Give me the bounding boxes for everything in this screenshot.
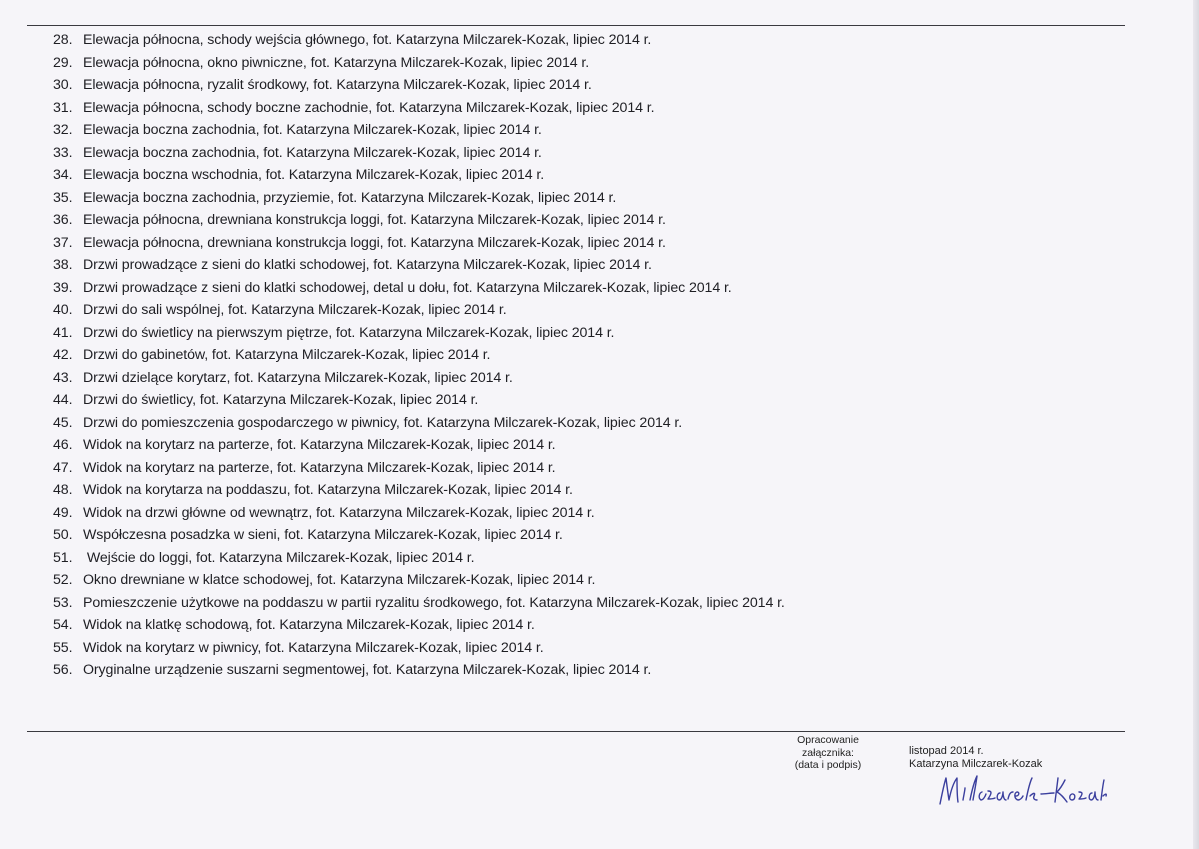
footer-label bbox=[778, 734, 878, 772]
list-item bbox=[53, 389, 1113, 412]
list-item-text: Drzwi do świetlicy na pierwszym piętrze, fot. Katarzyna Milczarek-Kozak, lipiec 2014 r. bbox=[83, 324, 615, 341]
list-item-number: 43. bbox=[53, 369, 73, 386]
list-item-number: 48. bbox=[53, 482, 73, 498]
list-item bbox=[53, 434, 1113, 457]
list-item-text: Pomieszczenie użytkowe na poddaszu w partii ryzalitu środkowego, fot. Katarzyna Milczarek-Kozak, lipiec 2014 r. bbox=[83, 594, 785, 611]
top-rule bbox=[27, 25, 1125, 26]
list-item bbox=[53, 232, 1113, 255]
list-item-number: 46. bbox=[53, 437, 73, 453]
list-item-text: Wejście do loggi, fot. Katarzyna Milczarek-Kozak, lipiec 2014 r. bbox=[83, 549, 475, 566]
list-item bbox=[53, 29, 1113, 52]
list-item-text: Widok na korytarz na parterze, fot. Katarzyna Milczarek-Kozak, lipiec 2014 r. bbox=[83, 459, 556, 476]
list-item-text: Elewacja północna, ryzalit środkowy, fot. Katarzyna Milczarek-Kozak, lipiec 2014 r. bbox=[83, 77, 592, 93]
list-item bbox=[53, 412, 1113, 435]
list-item-text: Widok na drzwi główne od wewnątrz, fot. Katarzyna Milczarek-Kozak, lipiec 2014 r. bbox=[83, 504, 595, 521]
list-item-text: Drzwi do pomieszczenia gospodarczego w piwnicy, fot. Katarzyna Milczarek-Kozak, lipiec 2014 r. bbox=[83, 414, 683, 431]
list-item bbox=[53, 457, 1113, 480]
list-item bbox=[53, 164, 1113, 187]
list-item bbox=[53, 367, 1113, 390]
list-item bbox=[53, 277, 1113, 300]
list-item-number: 34. bbox=[53, 167, 73, 183]
list-item-number: 29. bbox=[53, 54, 73, 71]
list-item bbox=[53, 52, 1113, 75]
list-item bbox=[53, 254, 1113, 277]
list-item-text: Drzwi do gabinetów, fot. Katarzyna Milczarek-Kozak, lipiec 2014 r. bbox=[83, 347, 491, 363]
list-item-text: Widok na korytarz na parterze, fot. Katarzyna Milczarek-Kozak, lipiec 2014 r. bbox=[83, 437, 556, 453]
list-item-number: 55. bbox=[53, 639, 73, 656]
list-item-number: 38. bbox=[53, 257, 73, 273]
bottom-rule bbox=[27, 731, 1125, 732]
list-item-text: Elewacja północna, drewniana konstrukcja loggi, fot. Katarzyna Milczarek-Kozak, lipiec 2014 r. bbox=[83, 212, 666, 228]
list-item-number: 42. bbox=[53, 347, 73, 363]
list-item-text: Elewacja północna, okno piwniczne, fot. Katarzyna Milczarek-Kozak, lipiec 2014 r. bbox=[83, 54, 590, 71]
list-item-number: 51. bbox=[53, 549, 73, 566]
list-item-text: Drzwi prowadzące z sieni do klatki schodowej, fot. Katarzyna Milczarek-Kozak, lipiec 2014 r. bbox=[83, 257, 652, 273]
list-item-number: 56. bbox=[53, 662, 73, 678]
list-item-text: Widok na korytarz w piwnicy, fot. Katarzyna Milczarek-Kozak, lipiec 2014 r. bbox=[83, 639, 544, 656]
list-item-text: Elewacja północna, schody boczne zachodnie, fot. Katarzyna Milczarek-Kozak, lipiec 2014 r. bbox=[83, 99, 655, 116]
list-item bbox=[53, 344, 1113, 367]
list-item-number: 53. bbox=[53, 594, 73, 611]
list-item-text: Widok na klatkę schodową, fot. Katarzyna Milczarek-Kozak, lipiec 2014 r. bbox=[83, 617, 535, 633]
list-item-text: Elewacja boczna zachodnia, fot. Katarzyna Milczarek-Kozak, lipiec 2014 r. bbox=[83, 144, 542, 161]
list-item bbox=[53, 209, 1113, 232]
list-item bbox=[53, 97, 1113, 120]
paper-edge bbox=[1193, 0, 1199, 849]
list-item bbox=[53, 614, 1113, 637]
list-item-number: 40. bbox=[53, 302, 73, 318]
footer-label-line1: Opracowanie bbox=[797, 734, 859, 746]
list-item bbox=[53, 119, 1113, 142]
list-item-number: 28. bbox=[53, 32, 73, 48]
list-item-number: 50. bbox=[53, 527, 73, 543]
list-item-number: 33. bbox=[53, 144, 73, 161]
list-item-text: Współczesna posadzka w sieni, fot. Katarzyna Milczarek-Kozak, lipiec 2014 r. bbox=[83, 527, 563, 543]
list-item bbox=[53, 592, 1113, 615]
list-item-text: Elewacja północna, drewniana konstrukcja loggi, fot. Katarzyna Milczarek-Kozak, lipiec 2014 r. bbox=[83, 234, 666, 251]
list-item-number: 35. bbox=[53, 189, 73, 206]
footer-label-line2: załącznika: bbox=[802, 746, 854, 759]
list-item-text: Widok na korytarza na poddaszu, fot. Katarzyna Milczarek-Kozak, lipiec 2014 r. bbox=[83, 482, 573, 498]
list-item-text: Elewacja boczna zachodnia, fot. Katarzyna Milczarek-Kozak, lipiec 2014 r. bbox=[83, 122, 542, 138]
list-item-text: Elewacja boczna zachodnia, przyziemie, fot. Katarzyna Milczarek-Kozak, lipiec 2014 r. bbox=[83, 189, 617, 206]
footer-author: Katarzyna Milczarek-Kozak bbox=[909, 758, 1043, 770]
list-item-number: 52. bbox=[53, 572, 73, 588]
list-item-number: 49. bbox=[53, 504, 73, 521]
list-item-text: Oryginalne urządzenie suszarni segmentowej, fot. Katarzyna Milczarek-Kozak, lipiec 2014 r. bbox=[83, 662, 652, 678]
list-item-number: 31. bbox=[53, 99, 73, 116]
list-item-text: Drzwi dzielące korytarz, fot. Katarzyna Milczarek-Kozak, lipiec 2014 r. bbox=[83, 369, 513, 386]
list-item-number: 44. bbox=[53, 392, 73, 408]
list-item bbox=[53, 569, 1113, 592]
signature-text: Milczarek-Kozak bbox=[930, 813, 938, 814]
list-item bbox=[53, 547, 1113, 570]
list-item bbox=[53, 502, 1113, 525]
list-item-text: Drzwi do świetlicy, fot. Katarzyna Milczarek-Kozak, lipiec 2014 r. bbox=[83, 392, 479, 408]
list-item bbox=[53, 524, 1113, 547]
list-item-number: 45. bbox=[53, 414, 73, 431]
photo-list bbox=[53, 29, 1113, 682]
list-item-number: 41. bbox=[53, 324, 73, 341]
list-item bbox=[53, 322, 1113, 345]
list-item-number: 54. bbox=[53, 617, 73, 633]
list-item bbox=[53, 299, 1113, 322]
list-item bbox=[53, 659, 1113, 682]
list-item-number: 30. bbox=[53, 77, 73, 93]
list-item bbox=[53, 637, 1113, 660]
list-item-number: 39. bbox=[53, 279, 73, 296]
list-item-number: 36. bbox=[53, 212, 73, 228]
list-item bbox=[53, 142, 1113, 165]
list-item-number: 47. bbox=[53, 459, 73, 476]
list-item-text: Drzwi do sali wspólnej, fot. Katarzyna Milczarek-Kozak, lipiec 2014 r. bbox=[83, 302, 507, 318]
list-item bbox=[53, 74, 1113, 97]
list-item-text: Elewacja boczna wschodnia, fot. Katarzyna Milczarek-Kozak, lipiec 2014 r. bbox=[83, 167, 545, 183]
list-item-text: Drzwi prowadzące z sieni do klatki schodowej, detal u dołu, fot. Katarzyna Milczarek-Kozak, lipiec 2014 r. bbox=[83, 279, 732, 296]
list-item bbox=[53, 187, 1113, 210]
list-item-number: 37. bbox=[53, 234, 73, 251]
list-item-text: Elewacja północna, schody wejścia głównego, fot. Katarzyna Milczarek-Kozak, lipiec 2014 r. bbox=[83, 32, 652, 48]
handwritten-signature bbox=[930, 766, 1110, 814]
list-item-text: Okno drewniane w klatce schodowej, fot. Katarzyna Milczarek-Kozak, lipiec 2014 r. bbox=[83, 572, 596, 588]
footer-date: listopad 2014 r. bbox=[909, 745, 984, 757]
list-item-number: 32. bbox=[53, 122, 73, 138]
list-item bbox=[53, 479, 1113, 502]
footer-label-line3: (data i podpis) bbox=[794, 759, 862, 771]
